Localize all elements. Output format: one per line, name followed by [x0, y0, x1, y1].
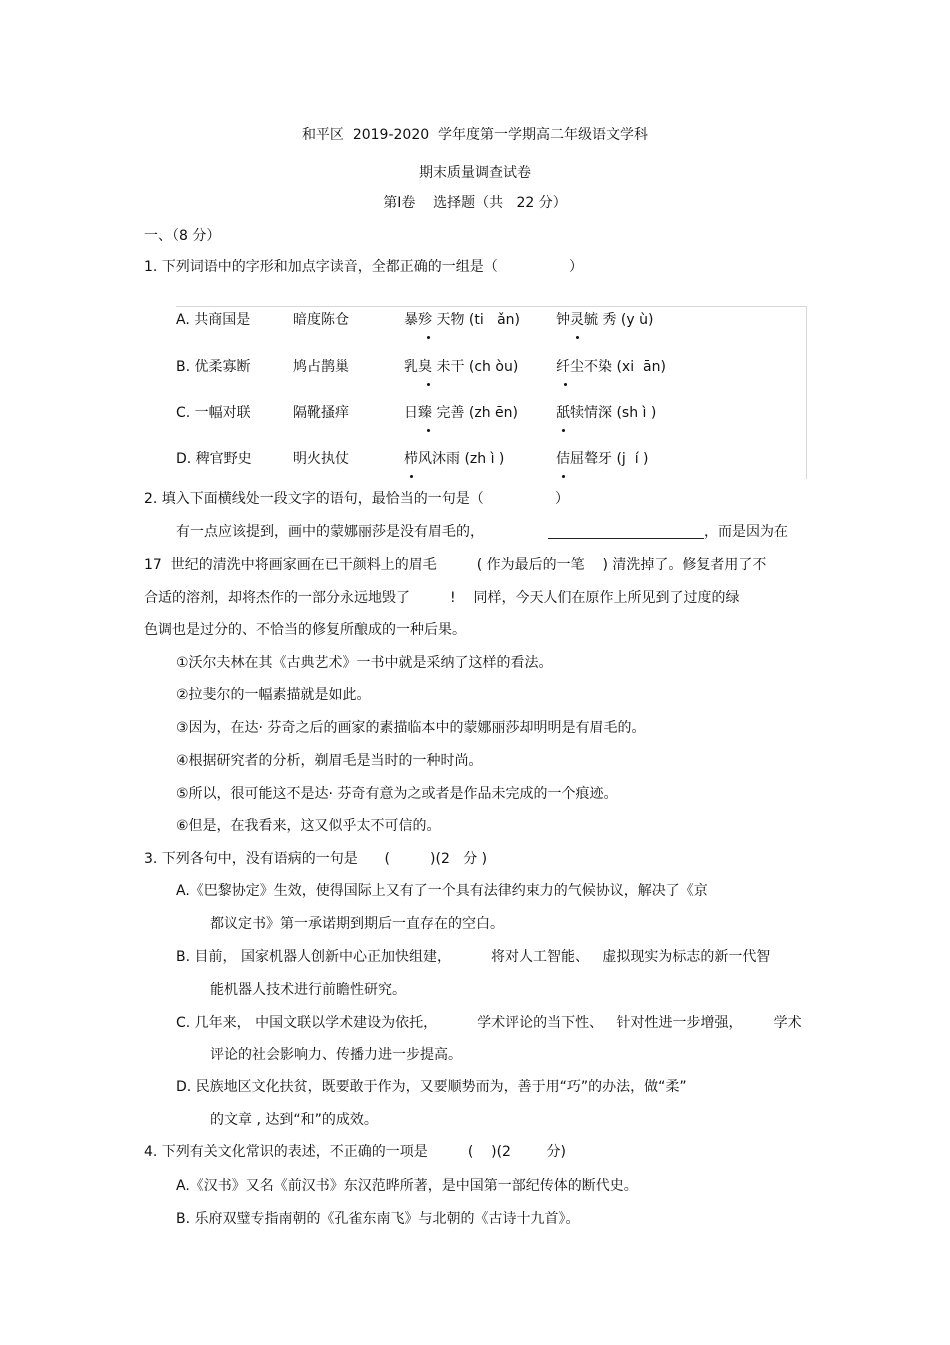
emphasis-dot [562, 429, 565, 432]
exam-title-line2: 期末质量调查试卷 [419, 165, 531, 181]
q3-option-c-line1: C. 几年来， 中国文联以学术建设为依托， 学术评论的当下性、 针对性进一步增强， 学术 [176, 1015, 802, 1031]
q1-row-d-col4: 佶屈聱牙 (j í ) [556, 451, 649, 467]
section-title: 第Ⅰ卷 选择题（共 22 分） [383, 195, 567, 211]
q3-option-b-line1: B. 目前， 国家机器人创新中心正加快组建， 将对人工智能、 虚拟现实为标志的新一代智 [176, 949, 771, 965]
q2-fill-blank[interactable] [548, 538, 704, 539]
q1-row-d-col1: D. 稗官野史 [176, 451, 252, 467]
q2-para-line3: 合适的溶剂，却将杰作的一部分永远地毁了 ! 同样，今天人们在原作上所见到了过度的绿 [144, 590, 740, 606]
q1-row-a-col2: 暗度陈仓 [293, 312, 349, 328]
q2-para-line1: 有一点应该提到，画中的蒙娜丽莎是没有眉毛的， [176, 524, 484, 540]
q4-stem: 4. 下列有关文化常识的表述，不正确的一项是 ( )(2 分) [144, 1144, 567, 1160]
q2-option-5: ⑤所以，很可能这不是达· 芬奇有意为之或者是作品未完成的一个痕迹。 [176, 786, 618, 802]
emphasis-dot [410, 475, 413, 478]
exam-title-line1: 和平区 2019-2020 学年度第一学期高二年级语文学科 [301, 127, 649, 143]
q3-option-d-line2: 的文章 , 达到“和”的成效。 [210, 1112, 378, 1128]
q2-option-2: ②拉斐尔的一幅素描就是如此。 [176, 687, 371, 703]
q2-option-6: ⑥但是，在我看来，这又似乎太不可信的。 [176, 818, 441, 834]
q1-row-a-col4: 钟灵毓 秀 (y ù) [556, 312, 654, 328]
q1-row-b-col4: 纤尘不染 (xi ān) [556, 359, 666, 375]
q1-row-c-col2: 隔靴搔痒 [293, 405, 349, 421]
q3-option-d-line1: D. 民族地区文化扶贫，既要敢于作为，又要顺势而为，善于用“巧”的办法，做“柔” [176, 1079, 687, 1095]
q2-option-1: ①沃尔夫林在其《古典艺术》一书中就是采纳了这样的看法。 [176, 655, 553, 671]
q2-stem: 2. 填入下面横线处一段文字的语句，最恰当的一句是（ ） [144, 491, 570, 507]
q2-para-line1-end: ，而是因为在 [704, 524, 788, 540]
q1-row-a-col3: 暴殄 天物 (ti ǎn) [404, 312, 521, 328]
emphasis-dot [427, 429, 430, 432]
q1-row-b-col3: 乳臭 未干 (ch òu) [404, 359, 519, 375]
q1-options-table [176, 306, 807, 479]
emphasis-dot [562, 475, 565, 478]
q3-option-a-line2: 都议定书》第一承诺期到期后一直存在的空白。 [210, 916, 504, 932]
emphasis-dot [427, 336, 430, 339]
q1-row-b-col2: 鸠占鹊巢 [293, 359, 349, 375]
q3-option-a-line1: A.《巴黎协定》生效，使得国际上又有了一个具有法律约束力的气候协议，解决了《京 [176, 883, 708, 899]
emphasis-dot [564, 383, 567, 386]
q1-row-d-col3: 栉风沐雨 (zh ì ) [404, 451, 505, 467]
q3-stem: 3. 下列各句中，没有语病的一句是 ( )(2 分 ) [144, 851, 488, 867]
q3-option-c-line2: 评论的社会影响力、传播力进一步提高。 [210, 1047, 462, 1063]
q2-para-line2: 17 世纪的清洗中将画家画在已干颜料上的眉毛 ( 作为最后的一笔 ) 清洗掉了。修复者用了不 [144, 557, 767, 573]
q1-row-c-col3: 日臻 完善 (zh ēn) [404, 405, 518, 421]
q1-stem: 1. 下列词语中的字形和加点字读音，全都正确的一组是（ ） [144, 259, 584, 275]
q4-option-b: B. 乐府双璧专指南朝的《孔雀东南飞》与北朝的《古诗十九首》。 [176, 1211, 580, 1227]
part1-heading: 一、（8 分） [144, 228, 221, 244]
q3-option-b-line2: 能机器人技术进行前瞻性研究。 [210, 982, 406, 998]
q1-row-b-col1: B. 优柔寡断 [176, 359, 251, 375]
q1-row-c-col4: 舐犊情深 (sh ì ) [556, 405, 657, 421]
q2-option-4: ④根据研究者的分析，剃眉毛是当时的一种时尚。 [176, 753, 483, 769]
q4-option-a: A.《汉书》又名《前汉书》东汉范晔所著，是中国第一部纪传体的断代史。 [176, 1178, 638, 1194]
emphasis-dot [576, 336, 579, 339]
q1-row-c-col1: C. 一幅对联 [176, 405, 251, 421]
q1-row-a-col1: A. 共商国是 [176, 312, 251, 328]
q1-row-d-col2: 明火执仗 [293, 451, 349, 467]
emphasis-dot [427, 383, 430, 386]
q2-para-line4: 色调也是过分的、不恰当的修复所酿成的一种后果。 [144, 622, 466, 638]
q2-option-3: ③因为，在达· 芬奇之后的画家的素描临本中的蒙娜丽莎却明明是有眉毛的。 [176, 720, 646, 736]
